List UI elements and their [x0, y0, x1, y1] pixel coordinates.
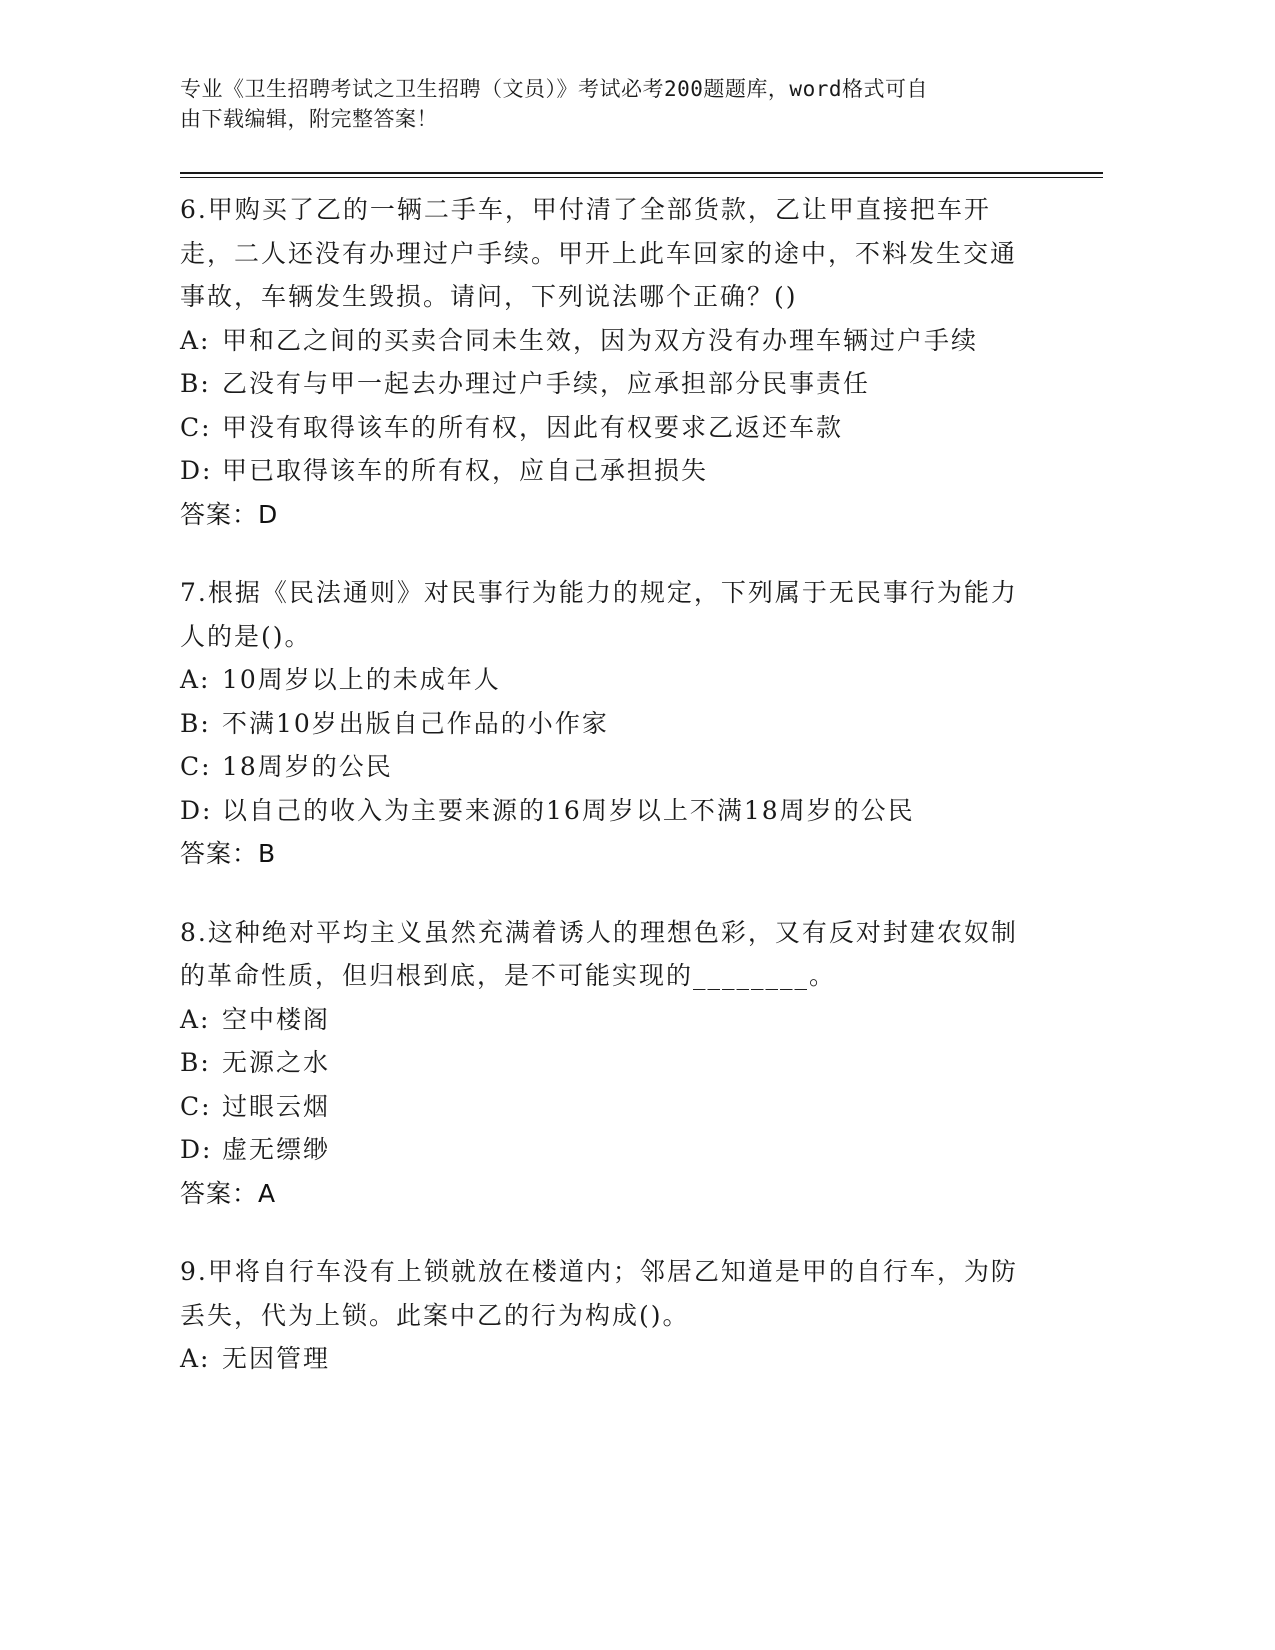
- option-key: A:: [180, 325, 211, 355]
- document-header: [180, 74, 1040, 134]
- header-line-2: 由下载编辑，附完整答案！: [180, 107, 438, 131]
- question-stem: 9.甲将自行车没有上锁就放在楼道内；邻居乙知道是甲的自行车，为防丢失，代为上锁。此案中乙的行为构成()。: [180, 1257, 1018, 1330]
- option-key: D:: [180, 795, 213, 825]
- option-key: C:: [180, 752, 212, 781]
- question-6: [180, 188, 1030, 536]
- option-key: D:: [180, 456, 213, 485]
- question-stem: 7.根据《民法通则》对民事行为能力的规定，下列属于无民事行为能力人的是()。: [180, 578, 1018, 651]
- option-text: 18周岁的公民: [222, 752, 393, 781]
- option-d: [180, 1128, 1030, 1172]
- answer-line: 答案：A: [180, 1178, 277, 1208]
- question-stem: 8.这种绝对平均主义虽然充满着诱人的理想色彩，又有反对封建农奴制的革命性质，但归根到底，是不可能实现的________。: [180, 917, 1018, 990]
- question-7: [180, 571, 1030, 876]
- option-a: [180, 998, 1030, 1042]
- option-d: [180, 449, 1030, 493]
- option-a: [180, 658, 1030, 702]
- option-text: 以自己的收入为主要来源的16周岁以上不满18周岁的公民: [222, 795, 915, 825]
- question-stem: 6.甲购买了乙的一辆二手车，甲付清了全部货款，乙让甲直接把车开走，二人还没有办理过户手续。甲开上此车回家的途中，不料发生交通事故，车辆发生毁损。请问，下列说法哪个正确？(): [180, 195, 1018, 311]
- option-key: B:: [180, 708, 211, 738]
- option-text: 不满10岁出版自己作品的小作家: [222, 708, 609, 738]
- option-text: 虚无缥缈: [222, 1135, 331, 1164]
- option-text: 无因管理: [222, 1344, 331, 1373]
- option-b: [180, 1041, 1030, 1085]
- option-text: 甲和乙之间的买卖合同未生效，因为双方没有办理车辆过户手续: [222, 325, 979, 355]
- option-c: [180, 1085, 1030, 1129]
- option-d: [180, 789, 1030, 833]
- option-text: 甲没有取得该车的所有权，因此有权要求乙返还车款: [222, 412, 844, 442]
- answer-line: 答案：D: [180, 499, 279, 529]
- option-c: [180, 406, 1030, 450]
- header-divider-thick: [180, 172, 1103, 174]
- option-key: B:: [180, 369, 211, 398]
- option-text: 10周岁以上的未成年人: [222, 665, 501, 694]
- option-text: 空中楼阁: [222, 1004, 331, 1034]
- option-b: [180, 362, 1030, 406]
- option-key: C:: [180, 1091, 212, 1121]
- header-divider-thin: [180, 177, 1103, 178]
- option-c: [180, 745, 1030, 789]
- option-key: C:: [180, 412, 212, 442]
- question-8: [180, 911, 1030, 1216]
- option-key: A:: [180, 1344, 211, 1373]
- answer-line: 答案：B: [180, 839, 277, 868]
- option-text: 无源之水: [222, 1048, 331, 1077]
- option-text: 乙没有与甲一起去办理过户手续，应承担部分民事责任: [222, 369, 871, 398]
- option-key: A:: [180, 665, 211, 694]
- option-key: D:: [180, 1135, 213, 1164]
- option-key: A:: [180, 1004, 211, 1034]
- option-text: 过眼云烟: [222, 1091, 331, 1121]
- option-text: 甲已取得该车的所有权，应自己承担损失: [222, 456, 709, 485]
- option-a: [180, 319, 1030, 363]
- option-b: [180, 702, 1030, 746]
- question-list: [180, 188, 1030, 1416]
- option-key: B:: [180, 1048, 211, 1077]
- question-9: [180, 1250, 1030, 1381]
- option-a: [180, 1337, 1030, 1381]
- header-line-1: 专业《卫生招聘考试之卫生招聘（文员）》考试必考200题题库，word格式可自: [180, 77, 928, 101]
